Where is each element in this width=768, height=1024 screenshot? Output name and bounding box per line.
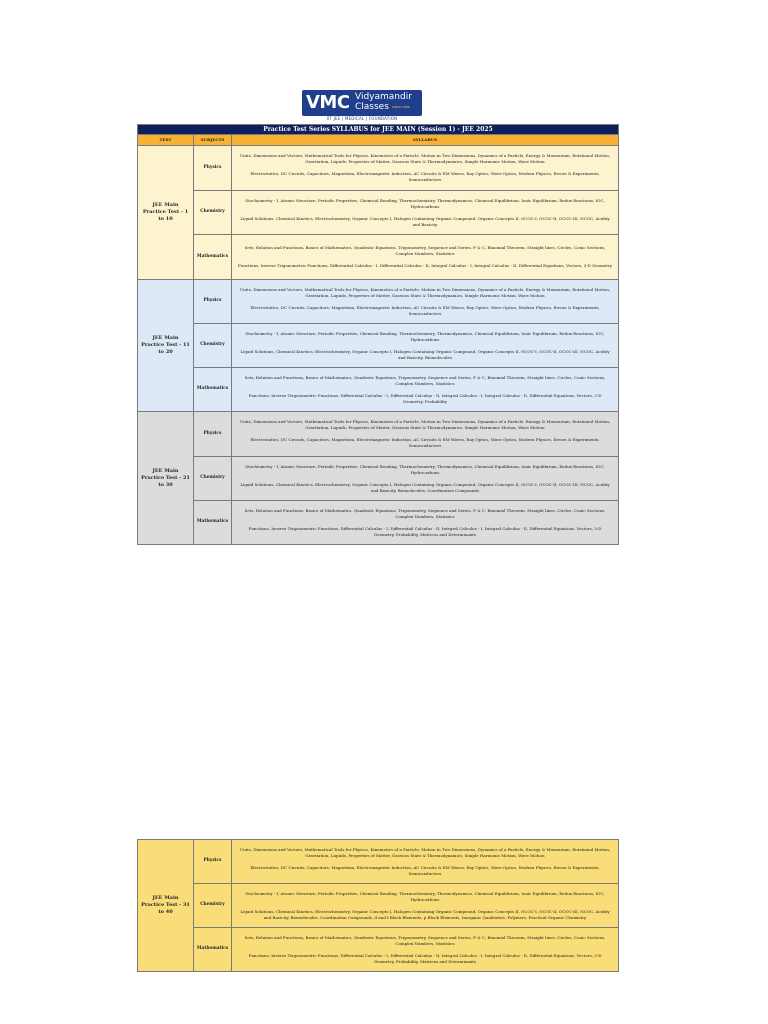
syllabus-cell <box>232 280 619 324</box>
table-row <box>138 501 619 545</box>
table-row <box>138 191 619 235</box>
logo-brand: VMC <box>306 92 350 113</box>
header-test: TEST <box>138 135 194 146</box>
syllabus-text: Electrostatics, DC Circuits, Capacitors, Magnetism, Electromagnetic Induction, AC Circuits & EM Waves, Ray Optics, Wave Optics, Modern Physics, Errors & Experiments, Semiconductors <box>250 304 600 316</box>
table-row <box>138 324 619 368</box>
syllabus-text: Stochiometry - I, Atomic Structure, Periodic Properties, Chemical Bonding, Thermochemistry, Thermodynamics, Chemical Equilibrium, Ionic Equilibrium, Redox Reactions, IOC, Hydrocarbons <box>245 463 605 475</box>
syllabus-text: Functions, Inverse Trigonometric Functions, Differential Calculus - I, Differential Calculus - II, Integral Calculus - I, Integral Calculus - II, Differential Equations, Vectors, 3-D Geometry, Probability <box>248 392 602 404</box>
subject-cell: Chemistry <box>194 884 232 928</box>
subject-cell: Mathematics <box>194 368 232 412</box>
syllabus-text: Sets, Relation and Functions, Basics of Mathematics, Quadratic Equations, Trigonometry, Sequence and Series, P & C, Binomial Theorem, Straight lines, Circles, Conic Sections, Complex Numbers, Statistics <box>244 374 606 386</box>
subject-cell: Mathematics <box>194 235 232 280</box>
test-range-cell: JEE Main Practice Test - 11 to 20 <box>138 280 194 412</box>
syllabus-cell <box>232 457 619 501</box>
table-title-row <box>138 125 619 135</box>
syllabus-cell <box>232 501 619 545</box>
syllabus-text: Liquid Solutions, Chemical Kinetics, Electrochemistry, Organic Concepts I, Halogen Containing Organic Compound, Organic Concepts II, OCOC-I, OCOC-II, OCOC-III, NCOC, Acidity and Basicity, Biomolecules, Coordination Compounds <box>240 481 610 493</box>
subject-cell: Physics <box>194 280 232 324</box>
syllabus-text: Stochiometry - I, Atomic Structure, Periodic Properties, Chemical Bonding, Thermochemistry, Thermodynamics, Chemical Equilibrium, Ionic Equilibrium, Redox Reactions, IOC, Hydrocarbons <box>245 330 605 342</box>
table-row <box>138 368 619 412</box>
syllabus-cell <box>232 324 619 368</box>
syllabus-table-page1 <box>137 124 619 545</box>
syllabus-cell <box>232 191 619 235</box>
syllabus-text: Sets, Relation and Functions, Basics of Mathematics, Quadratic Equations, Trigonometry, Sequence and Series, P & C, Binomial Theorem, Straight lines, Circles, Conic Sections, Complex Numbers, Statistics <box>244 934 606 946</box>
syllabus-text: Units, Dimensions and Vectors, Mathematical Tools for Physics, Kinematics of a Particle, Motion in Two Dimensions, Dynamics of a Particle, Energy & Momentum, Rotational Motion, Gravitation, Liquids, Properties of Matter, Gaseous State & Thermodynamics, Simple Harmonic Motion, Wave Motion <box>239 419 611 430</box>
test-range-cell: JEE Main Practice Test - 31 to 40 <box>138 840 194 972</box>
syllabus-cell <box>232 368 619 412</box>
subject-cell: Chemistry <box>194 191 232 235</box>
syllabus-text: Stochiometry - I, Atomic Structure, Periodic Properties, Chemical Bonding, Thermochemistry, Thermodynamics, Chemical Equilibrium, Ionic Equilibrium, Redox Reactions, IOC, Hydrocarbons <box>245 890 605 902</box>
table-title: Practice Test Series SYLLABUS for JEE MAIN (Session 1) - JEE 2025 <box>138 125 619 135</box>
syllabus-cell <box>232 235 619 280</box>
syllabus-cell <box>232 884 619 928</box>
subject-cell: Physics <box>194 840 232 884</box>
syllabus-text: Units, Dimensions and Vectors, Mathematical Tools for Physics, Kinematics of a Particle, Motion in Two Dimensions, Dynamics of a Particle, Energy & Momentum, Rotational Motion, Gravitation, Liquids, Properties of Matter, Gaseous State & Thermodynamics, Simple Harmonic Motion, Wave Motion <box>239 846 611 858</box>
subject-cell: Mathematics <box>194 928 232 972</box>
vmc-logo <box>302 90 422 122</box>
syllabus-cell <box>232 928 619 972</box>
syllabus-text: Functions, Inverse Trigonometric Functions, Differential Calculus - I, Differential Calculus - II, Integral Calculus - I, Integral Calculus - II, Differential Equations, Vectors, 3-D Geometry <box>238 263 613 268</box>
table-header-row <box>138 135 619 146</box>
syllabus-text: Electrostatics, DC Circuits, Capacitors, Magnetism, Electromagnetic Induction, AC Circuits & EM Waves, Ray Optics, Wave Optics, Modern Physics, Errors & Experiments, Semiconductors <box>250 437 600 448</box>
syllabus-text: Functions, Inverse Trigonometric Functions, Differential Calculus - I, Differential Calculus - II, Integral Calculus - I, Integral Calculus - II, Differential Equations, Vectors, 3-D Geometry, Probability, Matrices and Determinants <box>248 952 602 964</box>
logo-badge <box>302 90 422 116</box>
table-row <box>138 928 619 972</box>
syllabus-cell <box>232 840 619 884</box>
table-row <box>138 840 619 884</box>
syllabus-text: Electrostatics, DC Circuits, Capacitors, Magnetism, Electromagnetic Induction, AC Circuits & EM Waves, Ray Optics, Wave Optics, Modern Physics, Errors & Experiments, Semiconductors <box>250 864 600 876</box>
logo-tagline: IIT JEE | MEDICAL | FOUNDATION <box>326 116 398 121</box>
syllabus-text: Liquid Solutions, Chemical Kinetics, Electrochemistry, Organic Concepts I, Halogen Containing Organic Compound, Organic Concepts II, OCOC-I, OCOC-II, OCOC-III, NCOC, Acidity and Basicity, Biomolecules, Coordination Compounds, d and f Block Elements, p Block Elements, Inorganic Qualitative, Polymers, Practical Organic Chemistry <box>240 908 610 920</box>
header-syllabus: SYLLABUS <box>232 135 619 146</box>
header-subjects: SUBJECTS <box>194 135 232 146</box>
syllabus-table-page2 <box>137 839 619 972</box>
table-row <box>138 457 619 501</box>
syllabus-text: Liquid Solutions, Chemical Kinetics, Electrochemistry, Organic Concepts I, Halogen Containing Organic Compound, Organic Concepts II, OCOC-I, OCOC-II, OCOC-III, NCOC, Acidity and Basicity <box>240 215 610 227</box>
logo-since: SINCE 1986 <box>392 105 410 109</box>
syllabus-text: Sets, Relation and Functions, Basics of Mathematics, Quadratic Equations, Trigonometry, Sequence and Series, P & C, Binomial Theorem, Straight lines, Circles, Conic Sections, Complex Numbers, Statistics <box>244 507 606 519</box>
table-row <box>138 235 619 280</box>
syllabus-cell <box>232 412 619 457</box>
syllabus-text: Sets, Relation and Functions, Basics of Mathematics, Quadratic Equations, Trigonometry, Sequence and Series, P & C, Binomial Theorem, Straight lines, Circles, Conic Sections, Complex Numbers, Statistics <box>244 245 606 256</box>
table-row <box>138 146 619 191</box>
table-row <box>138 884 619 928</box>
syllabus-text: Units, Dimensions and Vectors, Mathematical Tools for Physics, Kinematics of a Particle, Motion in Two Dimensions, Dynamics of a Particle, Energy & Momentum, Rotational Motion, Gravitation, Liquids, Properties of Matter, Gaseous State & Thermodynamics, Simple Harmonic Motion, Wave Motion <box>239 153 611 164</box>
subject-cell: Physics <box>194 146 232 191</box>
table-row <box>138 412 619 457</box>
syllabus-text: Liquid Solutions, Chemical Kinetics, Electrochemistry, Organic Concepts I, Halogen Containing Organic Compound, Organic Concepts II, OCOC-I, OCOC-II, OCOC-III, NCOC, Acidity and Basicity, Biomolecules <box>240 348 610 360</box>
subject-cell: Physics <box>194 412 232 457</box>
subject-cell: Mathematics <box>194 501 232 545</box>
syllabus-cell <box>232 146 619 191</box>
test-range-cell: JEE Main Practice Test - 1 to 10 <box>138 146 194 280</box>
table-row <box>138 280 619 324</box>
syllabus-text: Electrostatics, DC Circuits, Capacitors, Magnetism, Electromagnetic Induction, AC Circuits & EM Waves, Ray Optics, Wave Optics, Modern Physics, Errors & Experiments, Semiconductors <box>250 171 600 182</box>
test-range-cell: JEE Main Practice Test - 21 to 30 <box>138 412 194 545</box>
syllabus-text: Units, Dimensions and Vectors, Mathematical Tools for Physics, Kinematics of a Particle, Motion in Two Dimensions, Dynamics of a Particle, Energy & Momentum, Rotational Motion, Gravitation, Liquids, Properties of Matter, Gaseous State & Thermodynamics, Simple Harmonic Motion, Wave Motion <box>239 286 611 298</box>
syllabus-text: Stochiometry - I, Atomic Structure, Periodic Properties, Chemical Bonding, Thermochemistry, Thermodynamics, Chemical Equilibrium, Ionic Equilibrium, Redox Reactions, IOC, Hydrocarbons <box>245 197 605 209</box>
logo-name-line1: Vidyamandir <box>355 92 412 102</box>
subject-cell: Chemistry <box>194 324 232 368</box>
logo-name-line2: Classes <box>355 102 389 112</box>
syllabus-text: Functions, Inverse Trigonometric Functions, Differential Calculus - I, Differential Calculus - II, Integral Calculus - I, Integral Calculus - II, Differential Equations, Vectors, 3-D Geometry, Probability, Matrices and Determinants <box>248 525 602 537</box>
subject-cell: Chemistry <box>194 457 232 501</box>
